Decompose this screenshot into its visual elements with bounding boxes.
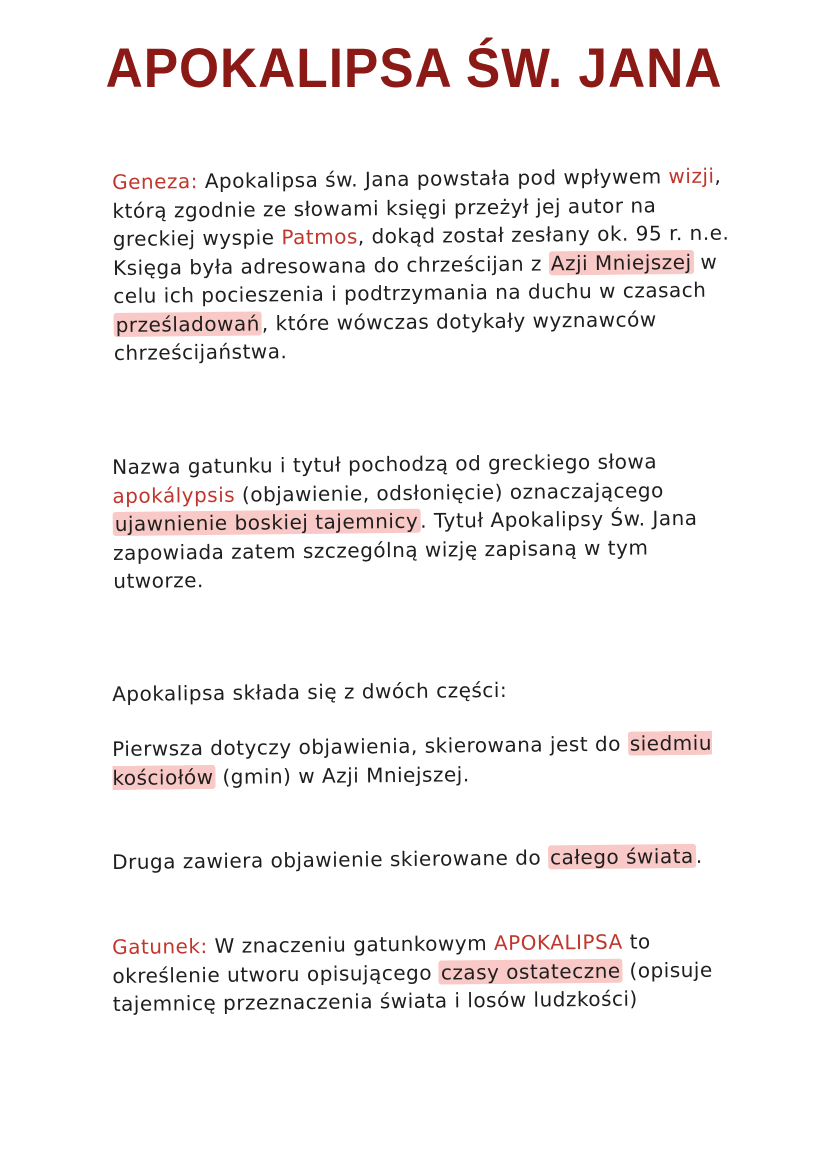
page-title: APOKALIPSA ŚW. JANA: [105, 36, 723, 99]
highlight-czasy-ostateczne: czasy ostateczne: [440, 958, 621, 985]
first-part-paragraph: [112, 729, 733, 792]
genesis-text-5: , które wówczas dotykały wyznawców chrześcijaństwa.: [113, 306, 657, 365]
keyword-wizji: wizji: [668, 163, 715, 189]
name-origin-text-2: (objawienie, odsłonięcie) oznaczającego: [234, 477, 664, 507]
genre-text-3: (opisuje tajemnicę przeznaczenia świata i losów ludzkości): [112, 957, 713, 1016]
name-origin-paragraph: [112, 447, 733, 596]
highlight-azji-mniejszej: Azji Mniejszej: [550, 249, 692, 275]
genesis-text-4: w celu ich pocieszenia i podtrzymania na duchu w czasach: [113, 249, 718, 308]
parts-intro-paragraph: Apokalipsa składa się z dwóch części:: [112, 677, 508, 706]
highlight-ujawnienie-boskiej-tajemnicy: ujawnienie boskiej tajemnicy: [114, 508, 419, 536]
first-part-text-2: (gmin) w Azji Mniejszej.: [215, 761, 470, 789]
genesis-paragraph: [112, 162, 734, 368]
genre-text-2: to określenie utworu opisującego: [112, 929, 651, 988]
genesis-text-3: , dokąd został zesłany ok. 95 r. n.e. Księga była adresowana do chrześcijan z: [112, 220, 730, 280]
genesis-label: Geneza:: [112, 169, 199, 194]
keyword-apokalypsis: apokálypsis: [112, 482, 236, 508]
genesis-text-2: , którą zgodnie ze słowami księgi przeżył jej autor na greckiej wyspie: [112, 163, 722, 251]
genre-label: Gatunek:: [112, 933, 208, 959]
first-part-text-1: Pierwsza dotyczy objawienia, skierowana jest do: [112, 731, 628, 761]
highlight-przesladowan: prześladowań: [115, 310, 260, 337]
second-part-text-2: .: [695, 843, 703, 868]
highlight-calego-swiata: całego świata: [549, 843, 694, 870]
second-part-text-1: Druga zawiera objawienie skierowane do: [112, 845, 549, 874]
genesis-text-1: Apokalipsa św. Jana powstała pod wpływem: [197, 164, 669, 194]
highlight-siedmiu-kosciolow: siedmiu kościołów: [112, 730, 713, 790]
genre-paragraph: [112, 927, 733, 1019]
name-origin-text-3: . Tytuł Apokalipsy Św. Jana zapowiada zatem szczególną wizję zapisaną w tym utworze.: [112, 505, 698, 593]
keyword-apokalipsa: APOKALIPSA: [493, 929, 623, 955]
second-part-paragraph: [112, 842, 732, 877]
name-origin-text-1: Nazwa gatunku i tytuł pochodzą od greckiego słowa: [112, 449, 658, 479]
genre-text-1: W znaczeniu gatunkowym: [207, 931, 495, 958]
keyword-patmos: Patmos: [281, 224, 358, 250]
